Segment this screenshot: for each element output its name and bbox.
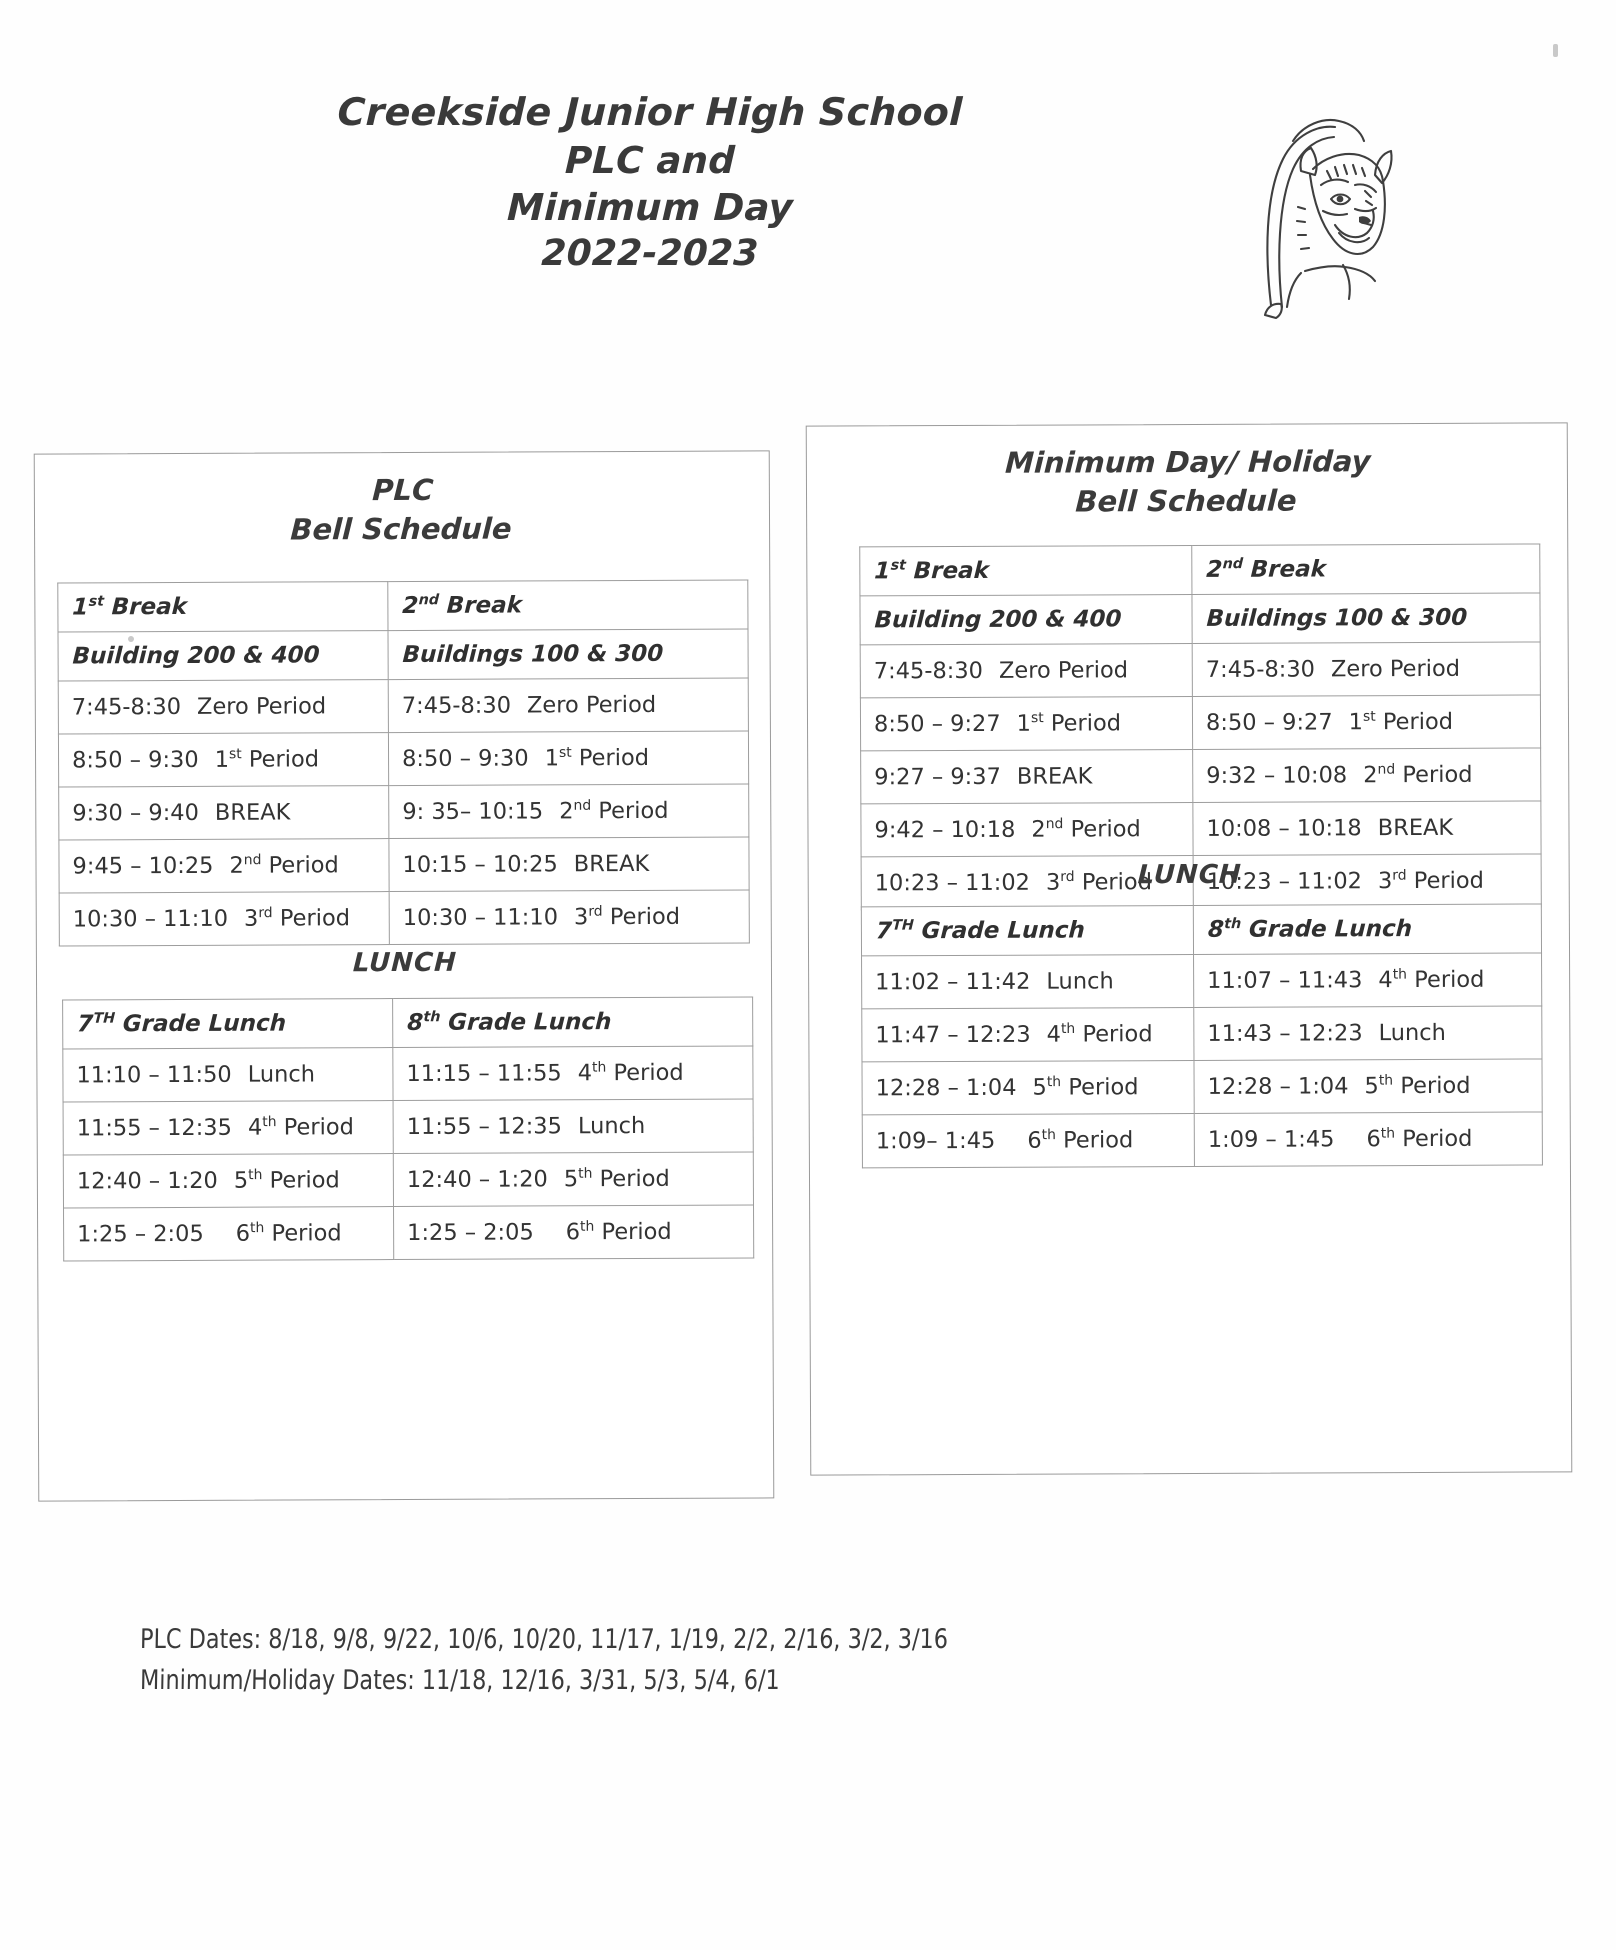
plc-lunch-schedule-table [62, 996, 754, 1261]
plc-break-schedule-table [57, 579, 750, 946]
minimum-building-left-label: Building 200 & 400 [873, 606, 1123, 634]
plc-break-cell [58, 733, 388, 787]
minimum-break-cell [861, 749, 1193, 803]
minimum-break-time: 8:50 – 9:27 1st Period [873, 710, 1122, 738]
plc-break-cell [59, 786, 389, 840]
plc-break-time: 8:50 – 9:30 1st Period [401, 744, 650, 773]
plc-break-time: 7:45-8:30 Zero Period [401, 691, 657, 720]
minimum-lunch-time: 11:07 – 11:43 4th Period [1207, 966, 1485, 994]
scan-speck [1553, 44, 1558, 57]
table-row [59, 890, 749, 946]
table-row [63, 1099, 753, 1155]
panther-mascot-logo-icon [1235, 75, 1415, 325]
table-row [862, 953, 1542, 1009]
minimum-break-cell [1193, 748, 1541, 803]
plc-lunch-cell [63, 1101, 393, 1155]
plc-break-time: 9:45 – 10:25 2nd Period [72, 852, 339, 880]
plc-lunch-cell [393, 1152, 753, 1207]
minimum-break-time: 7:45-8:30 Zero Period [873, 657, 1129, 685]
plc-break-group-1-label: 1st Break [71, 593, 188, 621]
minimum-break-cell [860, 696, 1192, 750]
plc-lunch-time: 11:10 – 11:50 Lunch [76, 1061, 316, 1089]
plc-building-right [388, 629, 748, 680]
minimum-break-schedule-table [859, 543, 1542, 910]
plc-lunch-header-7th [63, 999, 393, 1049]
minimum-break-time: 10:08 – 10:18 BREAK [1206, 814, 1454, 842]
plc-break-cell [388, 731, 748, 786]
table-row-group-header [860, 544, 1540, 596]
minimum-break-cell [1192, 695, 1540, 750]
plc-break-group-2 [388, 580, 748, 631]
plc-panel-title-line2: Bell Schedule [289, 511, 513, 547]
plc-lunch-cell [63, 1154, 393, 1208]
minimum-panel-title-line2: Bell Schedule [1074, 483, 1298, 519]
table-row [58, 731, 748, 787]
minimum-lunch-time: 11:02 – 11:42 Lunch [875, 968, 1114, 996]
table-row [862, 1112, 1542, 1168]
minimum-break-group-1 [860, 545, 1192, 595]
plc-lunch-cell [393, 1046, 753, 1101]
plc-lunch-time: 12:40 – 1:20 5th Period [406, 1165, 670, 1193]
minimum-lunch-time: 1:09 – 1:45 6th Period [1207, 1125, 1473, 1153]
plc-building-right-label: Buildings 100 & 300 [401, 640, 664, 669]
plc-break-group-2-label: 2nd Break [401, 592, 523, 620]
minimum-break-time: 10:23 – 11:02 3rd Period [1206, 867, 1484, 895]
minimum-break-cell [861, 802, 1193, 856]
schedule-dates-footer [140, 1620, 1440, 1701]
table-row-header [63, 997, 753, 1049]
plc-lunch-cell [64, 1207, 394, 1261]
minimum-break-group-2-label: 2nd Break [1205, 556, 1327, 583]
table-row [63, 1152, 753, 1208]
table-row-group-header [58, 580, 748, 632]
minimum-lunch-cell [1194, 1112, 1542, 1167]
plc-panel-title [33, 469, 771, 549]
minimum-break-cell [1192, 642, 1540, 697]
minimum-day-schedule-panel [806, 422, 1573, 1475]
minimum-lunch-time: 1:09– 1:45 6th Period [875, 1127, 1134, 1155]
plc-break-cell [389, 890, 749, 945]
minimum-lunch-label: LUNCH [1137, 859, 1243, 891]
plc-lunch-header-8th [393, 997, 753, 1048]
scan-speck [128, 636, 134, 642]
minimum-building-left [860, 594, 1192, 644]
table-row [862, 1006, 1542, 1062]
minimum-lunch-cell [862, 1113, 1194, 1167]
table-row-header [861, 904, 1541, 956]
plc-lunch-time: 1:25 – 2:05 6th Period [407, 1218, 672, 1246]
plc-break-time: 9: 35– 10:15 2nd Period [402, 797, 669, 826]
plc-break-cell [388, 678, 748, 733]
minimum-break-time: 7:45-8:30 Zero Period [1205, 655, 1461, 683]
minimum-break-time: 8:50 – 9:27 1st Period [1205, 708, 1454, 736]
plc-lunch-time: 11:15 – 11:55 4th Period [406, 1059, 684, 1087]
plc-lunch-label: LUNCH [352, 947, 458, 979]
plc-lunch-cell [63, 1048, 393, 1102]
plc-lunch-header-7th-label: 7TH Grade Lunch [76, 1010, 287, 1038]
minimum-lunch-cell [1194, 953, 1542, 1008]
minimum-lunch-cell [862, 1007, 1194, 1061]
minimum-lunch-time: 11:43 – 12:23 Lunch [1207, 1019, 1446, 1047]
minimum-lunch-header-8th-label: 8th Grade Lunch [1207, 916, 1413, 943]
title-line-plc: PLC and [564, 138, 736, 182]
minimum-lunch-cell [862, 954, 1194, 1008]
plc-break-time: 10:15 – 10:25 BREAK [402, 850, 650, 879]
minimum-lunch-cell [1194, 1006, 1542, 1061]
minimum-break-time: 10:23 – 11:02 3rd Period [874, 868, 1152, 897]
minimum-lunch-schedule-table [861, 903, 1543, 1168]
plc-break-cell [389, 837, 749, 892]
minimum-panel-title-line1: Minimum Day/ Holiday [1004, 444, 1372, 480]
plc-lunch-time: 11:55 – 12:35 Lunch [406, 1112, 646, 1140]
plc-break-cell [389, 784, 749, 839]
plc-building-left-label: Building 200 & 400 [71, 642, 321, 670]
minimum-lunch-time: 12:28 – 1:04 5th Period [875, 1074, 1139, 1102]
minimum-panel-title [805, 441, 1569, 521]
plc-break-time: 8:50 – 9:30 1st Period [71, 746, 320, 774]
table-row [860, 695, 1540, 751]
table-row [59, 837, 749, 893]
plc-break-time: 10:30 – 11:10 3rd Period [72, 905, 351, 933]
table-row [59, 784, 749, 840]
minimum-building-right-label: Buildings 100 & 300 [1205, 604, 1468, 632]
plc-lunch-header-8th-label: 8th Grade Lunch [406, 1009, 613, 1036]
title-line-school-year: 2022-2023 [540, 233, 760, 275]
minimum-lunch-header-7th [861, 905, 1193, 955]
plc-break-time: 10:30 – 11:10 3rd Period [402, 903, 681, 932]
minimum-break-cell [1193, 801, 1541, 856]
minimum-break-time: 9:27 – 9:37 BREAK [874, 763, 1093, 791]
minimum-lunch-header-8th [1193, 904, 1541, 955]
minimum-break-time: 9:42 – 10:18 2nd Period [874, 816, 1141, 844]
plc-lunch-cell [394, 1205, 754, 1260]
plc-break-cell [59, 839, 389, 893]
table-row [861, 748, 1541, 804]
title-line-minimum-day: Minimum Day [506, 185, 794, 229]
plc-break-time: 9:30 – 9:40 BREAK [72, 799, 291, 827]
plc-lunch-time: 12:40 – 1:20 5th Period [76, 1167, 340, 1195]
minimum-lunch-cell [1194, 1059, 1542, 1114]
plc-lunch-time: 1:25 – 2:05 6th Period [77, 1220, 342, 1248]
minimum-break-group-2 [1192, 544, 1540, 595]
plc-lunch-time: 11:55 – 12:35 4th Period [76, 1114, 354, 1142]
minimum-break-group-1-label: 1st Break [873, 557, 990, 585]
plc-break-cell [59, 892, 389, 946]
title-line-school: Creekside Junior High School [336, 90, 964, 134]
table-row [860, 642, 1540, 698]
minimum-lunch-header-7th-label: 7TH Grade Lunch [875, 917, 1086, 945]
plc-schedule-panel [34, 450, 775, 1501]
plc-building-left [58, 631, 388, 681]
page-title [300, 88, 1000, 277]
table-row-building-header [58, 629, 748, 681]
plc-break-cell [58, 680, 388, 734]
plc-panel-title-line1: PLC [371, 472, 435, 508]
plc-break-time: 7:45-8:30 Zero Period [71, 693, 327, 721]
minimum-lunch-cell [862, 1060, 1194, 1114]
table-row [58, 678, 748, 734]
plc-break-group-1 [58, 582, 388, 632]
minimum-lunch-time: 11:47 – 12:23 4th Period [875, 1020, 1153, 1049]
table-row [64, 1205, 754, 1261]
minimum-lunch-time: 12:28 – 1:04 5th Period [1207, 1072, 1471, 1100]
table-row [862, 1059, 1542, 1115]
table-row-building-header [860, 593, 1540, 645]
minimum-dates-line: Minimum/Holiday Dates: 11/18, 12/16, 3/31, 5/3, 5/4, 6/1 [139, 1664, 780, 1696]
table-row [861, 801, 1541, 857]
plc-dates-line: PLC Dates: 8/18, 9/8, 9/22, 10/6, 10/20, 11/17, 1/19, 2/2, 2/16, 3/2, 3/16 [139, 1624, 949, 1655]
table-row [63, 1046, 753, 1102]
plc-lunch-cell [393, 1099, 753, 1154]
minimum-building-right [1192, 593, 1540, 644]
minimum-break-cell [860, 643, 1192, 697]
minimum-break-time: 9:32 – 10:08 2nd Period [1206, 761, 1473, 789]
